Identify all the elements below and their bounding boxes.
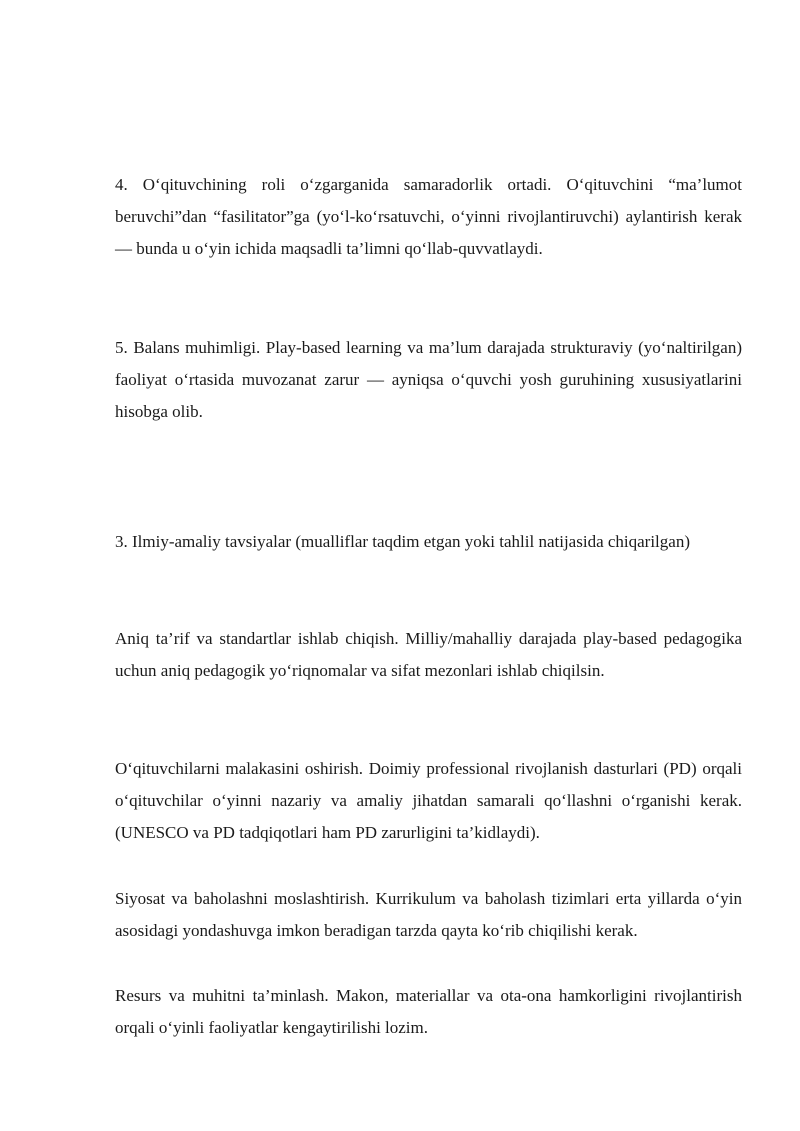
paragraph-policy-assessment: Siyosat va baholashni moslashtirish. Kurrikulum va baholash tizimlari erta yillarda o‘yin asosidagi yondashuvga imkon beradigan tarzda qayta ko‘rib chiqilishi kerak.	[115, 889, 742, 940]
paragraph-resources-environment: Resurs va muhitni ta’minlash. Makon, materiallar va ota-ona hamkorligini rivojlantirish orqali o‘yinli faoliyatlar kengaytirilishi lozim.	[115, 986, 742, 1037]
paragraph-teacher-training: O‘qituvchilarni malakasini oshirish. Doimiy professional rivojlanish dasturlari (PD) orqali o‘qituvchilar o‘yinni nazariy va amaliy jihatdan samarali qo‘llashni o‘rganishi kerak. (UNESCO va PD tadqiqotlari ham PD zarurligini ta’kidlaydi).	[115, 759, 742, 842]
paragraph-balance: 5. Balans muhimligi. Play-based learning va ma’lum darajada strukturaviy (yo‘naltirilgan) faoliyat o‘rtasida muvozanat zarur — ayniqsa o‘quvchi yosh guruhining xususiyatlarini hisobga olib.	[115, 338, 742, 421]
paragraph-teacher-role: 4. O‘qituvchining roli o‘zgarganida samaradorlik ortadi. O‘qituvchini “ma’lumot beruvchi”dan “fasilitator”ga (yo‘l-ko‘rsatuvchi, o‘yinni rivojlantiruvchi) aylantirish kerak — bunda u o‘yin ichida maqsadli ta’limni qo‘llab-quvvatlaydi.	[115, 175, 742, 258]
paragraph-definitions-standards: Aniq ta’rif va standartlar ishlab chiqish. Milliy/mahalliy darajada play-based pedagogika uchun aniq pedagogik yo‘riqnomalar va sifat mezonlari ishlab chiqilsin.	[115, 629, 742, 680]
section-heading-recommendations: 3. Ilmiy-amaliy tavsiyalar (mualliflar taqdim etgan yoki tahlil natijasida chiqarilgan)	[115, 532, 690, 551]
